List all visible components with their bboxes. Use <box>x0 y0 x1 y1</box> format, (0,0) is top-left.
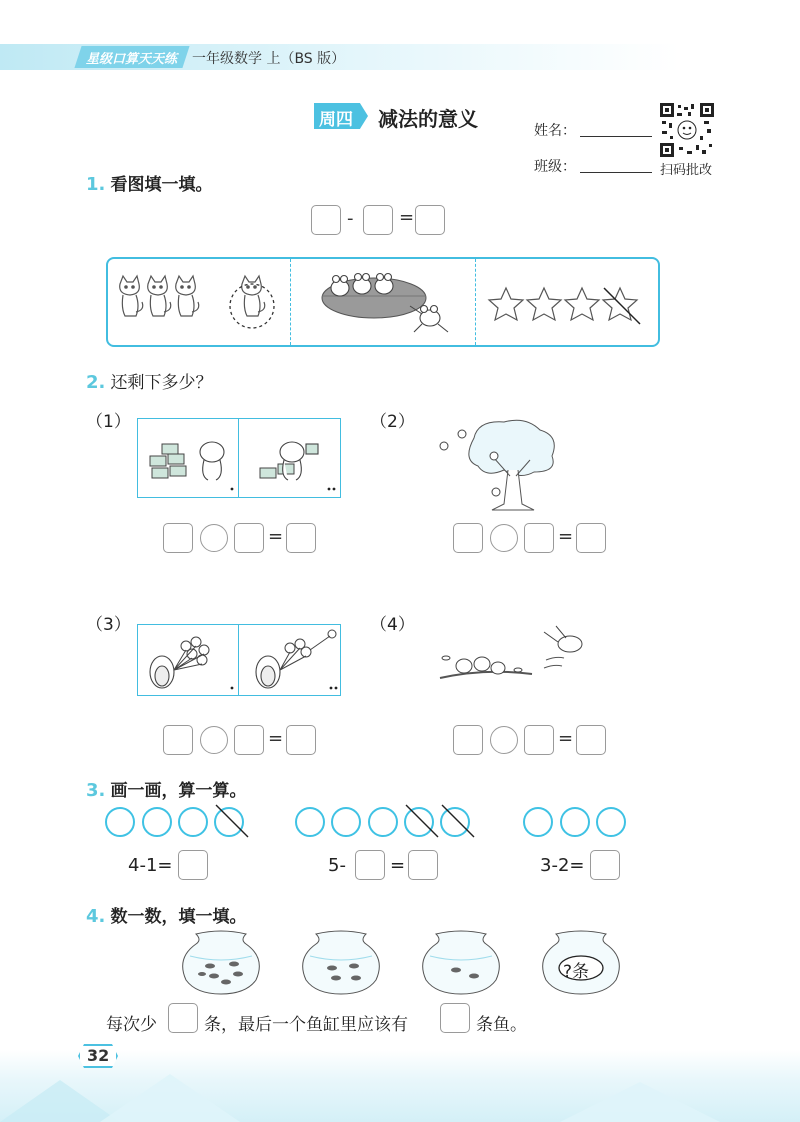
q2-number: 2. <box>86 372 106 393</box>
q2-part-1-box-1[interactable] <box>163 523 193 553</box>
q4-sentence-part-2: 条，最后一个鱼缸里应该有 <box>204 1015 408 1035</box>
q4-answer-box-2[interactable] <box>440 1003 470 1033</box>
q4-fishbowl-3 <box>416 928 506 996</box>
q3-circle <box>295 807 325 837</box>
q2-part-1-box-3[interactable] <box>286 523 316 553</box>
q2-heading <box>86 368 212 393</box>
q2-part-1-operator[interactable] <box>200 524 228 552</box>
q3-equation-1: 4-1= <box>128 855 173 876</box>
q3-equation-2-equals: = <box>390 855 406 876</box>
q2-part-2-label: （2） <box>370 412 415 432</box>
q3-cross-mark <box>402 802 442 842</box>
q3-circle <box>142 807 172 837</box>
q1-number: 1. <box>86 174 106 195</box>
q3-circle <box>560 807 590 837</box>
q3-circle <box>368 807 398 837</box>
q1-answer-box-3[interactable] <box>415 205 445 235</box>
q3-circle <box>178 807 208 837</box>
q4-answer-box-1[interactable] <box>168 1003 198 1033</box>
q2-part-4-birds-illustration <box>436 624 600 696</box>
q2-title: 还剩下多少？ <box>110 373 213 393</box>
page-title: 减法的意义 <box>378 107 478 131</box>
q2-part-3-label: （3） <box>86 615 131 635</box>
q2-part-4-box-2[interactable] <box>524 725 554 755</box>
q1-answer-box-1[interactable] <box>311 205 341 235</box>
q2-part-1-box-2[interactable] <box>234 523 264 553</box>
q3-equation-3-box[interactable] <box>590 850 620 880</box>
q1-frogs-illustration <box>318 266 458 340</box>
name-field[interactable] <box>580 136 652 137</box>
q4-bowl-label: ?条 <box>563 962 590 982</box>
q1-minus: - <box>347 208 354 229</box>
title-badge-text: 周四 <box>319 110 353 130</box>
q3-number: 3. <box>86 780 106 801</box>
q2-part-2-box-1[interactable] <box>453 523 483 553</box>
page-number: 32 <box>87 1046 110 1065</box>
q2-part-2-box-2[interactable] <box>524 523 554 553</box>
q3-equation-2-left: 5- <box>328 855 346 876</box>
q1-answer-box-2[interactable] <box>363 205 393 235</box>
q3-circle <box>105 807 135 837</box>
header-brand: 星级口算天天练 <box>86 52 178 67</box>
q1-stars-illustration <box>486 284 646 328</box>
q2-part-4-box-1[interactable] <box>453 725 483 755</box>
q2-part-3-box-2[interactable] <box>234 725 264 755</box>
q4-heading <box>86 902 246 927</box>
q3-equation-1-box[interactable] <box>178 850 208 880</box>
q3-cross-mark <box>438 802 478 842</box>
q2-part-1-equals: = <box>268 526 284 547</box>
q3-cross-mark <box>212 802 252 842</box>
class-label: 班级： <box>534 159 576 175</box>
q4-sentence-part-1: 每次少 <box>106 1015 157 1035</box>
qr-code[interactable] <box>660 103 714 157</box>
q2-part-2-tree-illustration <box>434 414 566 514</box>
q3-equation-3: 3-2= <box>540 855 585 876</box>
q2-part-3-operator[interactable] <box>200 726 228 754</box>
header-subtitle: 一年级数学 上（BS 版） <box>192 51 346 67</box>
q3-heading <box>86 776 246 801</box>
q1-divider-1 <box>290 259 291 345</box>
q4-fishbowl-2 <box>296 928 386 996</box>
name-label: 姓名： <box>534 123 576 139</box>
q2-part-1-label: （1） <box>86 412 131 432</box>
q2-part-3-illustration <box>140 628 340 694</box>
q3-circle <box>523 807 553 837</box>
footer-wave <box>0 1060 800 1122</box>
q1-divider-2 <box>475 259 476 345</box>
q2-part-3-box-1[interactable] <box>163 725 193 755</box>
q2-part-2-operator[interactable] <box>490 524 518 552</box>
qr-caption: 扫码批改 <box>660 163 713 178</box>
q2-part-3-equals: = <box>268 728 284 749</box>
q2-part-4-equals: = <box>558 728 574 749</box>
q1-cats-illustration <box>112 268 284 340</box>
q4-title: 数一数，填一填。 <box>110 907 247 927</box>
q3-title: 画一画，算一算。 <box>110 781 247 801</box>
q1-equals: = <box>399 207 415 228</box>
q2-part-2-box-3[interactable] <box>576 523 606 553</box>
q4-fishbowl-1 <box>176 928 266 996</box>
q2-part-3-box-3[interactable] <box>286 725 316 755</box>
q3-equation-2-box-2[interactable] <box>408 850 438 880</box>
q2-part-1-illustration <box>140 432 340 494</box>
q2-part-2-equals: = <box>558 526 574 547</box>
q3-circle <box>331 807 361 837</box>
q3-circle <box>596 807 626 837</box>
q3-equation-2-box-1[interactable] <box>355 850 385 880</box>
q1-heading <box>86 170 212 195</box>
q4-number: 4. <box>86 906 106 927</box>
class-field[interactable] <box>580 172 652 173</box>
q2-part-4-box-3[interactable] <box>576 725 606 755</box>
q1-title: 看图填一填。 <box>110 175 213 195</box>
q2-part-4-operator[interactable] <box>490 726 518 754</box>
q2-part-4-label: （4） <box>370 615 415 635</box>
q4-sentence-part-3: 条鱼。 <box>476 1015 527 1035</box>
